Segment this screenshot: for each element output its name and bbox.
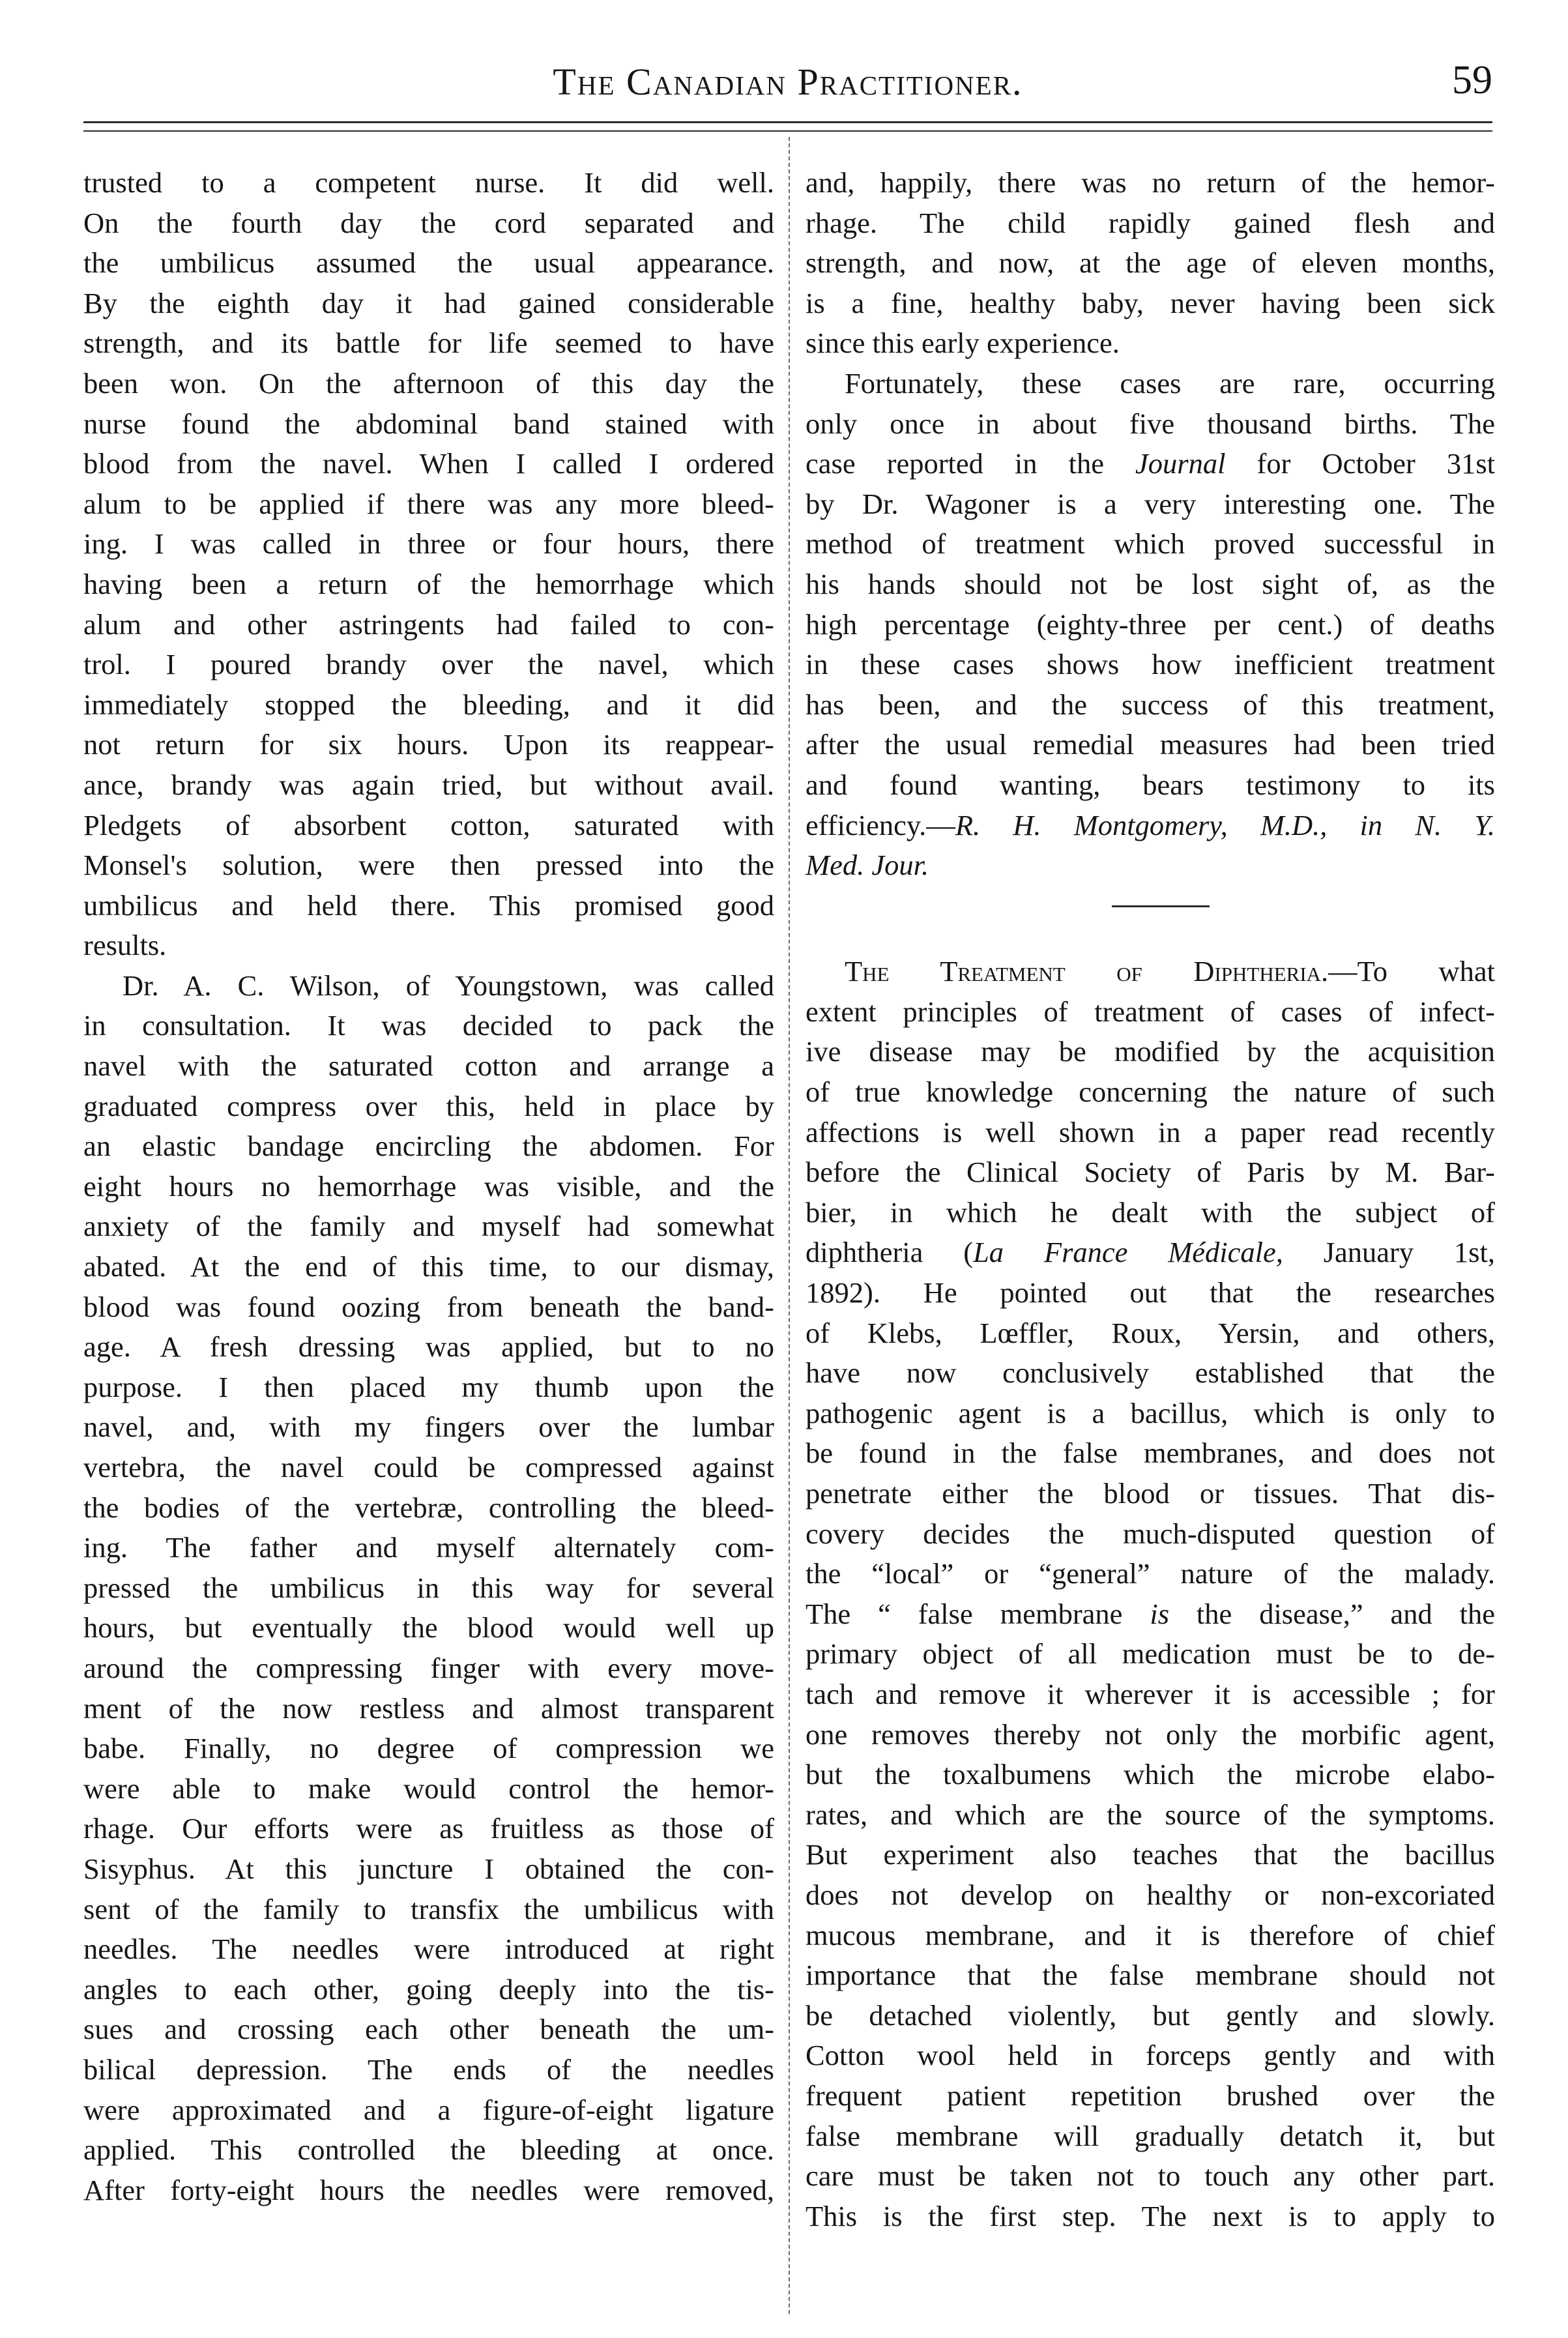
body-text-line: around the compressing finger with every move- (83, 1651, 774, 1684)
text-run: efficiency.— (806, 808, 955, 841)
body-text-line: does not develop on healthy or non-excoriated (806, 1878, 1495, 1911)
body-text-line: bier, in which he dealt with the subject of (806, 1195, 1495, 1229)
body-text-line: pathogenic agent is a bacillus, which is only to (806, 1396, 1495, 1429)
body-text-line: age. A fresh dressing was applied, but to no (83, 1330, 774, 1364)
body-text-line: purpose. I then placed my thumb upon the (83, 1370, 774, 1403)
body-text-line: in these cases shows how inefficient treatment (806, 648, 1495, 681)
text-line (806, 444, 1495, 484)
body-text-line: By the eighth day it had gained considerable (83, 286, 774, 319)
body-text-line: and found wanting, bears testimony to its (806, 768, 1495, 801)
body-text-line: were approximated and a figure-of-eight ligature (83, 2093, 774, 2126)
page-number: 59 (1452, 58, 1492, 102)
body-text-line: On the fourth day the cord separated and (83, 206, 774, 239)
header-rule-top (83, 121, 1492, 123)
text-run: The “ false membrane (806, 1597, 1150, 1630)
text-run: January 1st, (1283, 1236, 1495, 1269)
body-text-line: graduated compress over this, held in place by (83, 1089, 774, 1122)
body-text-line: since this early experience. (806, 327, 1120, 360)
emphasis: is (1150, 1597, 1170, 1630)
body-text-line: not return for six hours. Upon its reappear- (83, 728, 774, 761)
body-text-line: were able to make would control the hemor- (83, 1772, 774, 1805)
body-text-line: vertebra, the navel could be compressed against (83, 1451, 774, 1483)
body-text-line: 1892). He pointed out that the researches (806, 1276, 1495, 1309)
body-text-line: rates, and which are the source of the symptoms. (806, 1798, 1495, 1831)
body-text-line: babe. Finally, no degree of compression we (83, 1732, 774, 1765)
body-text-line: bilical depression. The ends of the needles (83, 2053, 774, 2086)
author-citation: R. H. Montgomery, M.D., in N. Y. (955, 808, 1495, 841)
body-text-line: the bodies of the vertebræ, controlling the bleed- (83, 1491, 774, 1524)
body-text-line: trusted to a competent nurse. It did well. (83, 166, 774, 199)
body-text-line: has been, and the success of this treatment, (806, 688, 1495, 721)
body-text-line: applied. This controlled the bleeding at once. (83, 2133, 774, 2167)
body-text-line: strength, and its battle for life seemed to have (83, 327, 774, 360)
body-text-line: care must be taken not to touch any other part. (806, 2159, 1495, 2193)
text-run: —To what (1328, 955, 1495, 988)
body-text-line: Monsel's solution, were then pressed into the (83, 849, 774, 882)
body-text-line: This is the first step. The next is to apply to (806, 2199, 1495, 2232)
body-text-line: navel, and, with my fingers over the lumbar (83, 1410, 774, 1444)
body-text-line: an elastic bandage encircling the abdomen. For (83, 1130, 774, 1163)
body-text-line: Cotton wool held in forceps gently and with (806, 2039, 1495, 2072)
body-text-line: be found in the false membranes, and does not (806, 1437, 1495, 1470)
body-text-line: importance that the false membrane should not (806, 1959, 1495, 1992)
body-text-line: ment of the now restless and almost transparent (83, 1691, 774, 1725)
body-text-line: nurse found the abdominal band stained with (83, 407, 774, 440)
body-text-line: the umbilicus assumed the usual appearance. (83, 246, 774, 280)
running-title: The Canadian Practitioner. (553, 61, 1023, 103)
body-text-line: trol. I poured brandy over the navel, which (83, 648, 774, 681)
body-text-line: covery decides the much-disputed question of (806, 1517, 1495, 1550)
body-text-line: sent of the family to transfix the umbilicus with (83, 1892, 774, 1925)
body-text-line: Dr. A. C. Wilson, of Youngstown, was called (123, 969, 774, 1002)
body-text-line: of true knowledge concerning the nature of such (806, 1075, 1495, 1109)
body-text-line: needles. The needles were introduced at right (83, 1933, 774, 1966)
body-text-line: in consultation. It was decided to pack the (83, 1009, 774, 1042)
body-text-line: Fortunately, these cases are rare, occurring (845, 366, 1495, 400)
body-text-line: is a fine, healthy baby, never having been sick (806, 286, 1495, 319)
body-text-line: having been a return of the hemorrhage which (83, 567, 774, 600)
body-text-line: of Klebs, Lœffler, Roux, Yersin, and others, (806, 1316, 1495, 1349)
body-text-line: mucous membrane, and it is therefore of chief (806, 1918, 1495, 1951)
body-text-line: ing. I was called in three or four hours, there (83, 527, 774, 561)
right-column (806, 163, 1495, 2236)
text-line (806, 845, 1495, 886)
body-text-line: After forty-eight hours the needles were removed, (83, 2173, 774, 2206)
body-text-line: eight hours no hemorrhage was visible, and the (83, 1169, 774, 1203)
journal-title: La France Médicale, (973, 1236, 1283, 1269)
body-text-line: tach and remove it wherever it is accessible ; for (806, 1677, 1495, 1710)
body-text-line: alum to be applied if there was any more bleed- (83, 487, 774, 520)
text-run: diphtheria ( (806, 1236, 974, 1269)
body-text-line: before the Clinical Society of Paris by M. Bar- (806, 1156, 1495, 1189)
page-header (83, 57, 1492, 116)
body-text-line: Sisyphus. At this juncture I obtained the con- (83, 1852, 774, 1885)
journal-title: Journal (1135, 447, 1226, 480)
body-text-line: abated. At the end of this time, to our dismay, (83, 1250, 774, 1283)
body-text-line: rhage. The child rapidly gained flesh and (806, 206, 1495, 239)
header-rule-bottom (83, 130, 1492, 132)
body-text-line: the “local” or “general” nature of the malady. (806, 1557, 1495, 1590)
body-text-line: extent principles of treatment of cases of infect- (806, 995, 1495, 1028)
body-text-line: Pledgets of absorbent cotton, saturated with (83, 808, 774, 841)
body-text-line: ance, brandy was again tried, but without avail. (83, 768, 774, 801)
text-line (806, 806, 1495, 846)
body-text-line: navel with the saturated cotton and arrange a (83, 1049, 774, 1083)
body-text-line: false membrane will gradually detatch it, but (806, 2119, 1495, 2152)
body-text-line: have now conclusively established that the (806, 1356, 1495, 1390)
body-text-line: one removes thereby not only the morbific agent, (806, 1717, 1495, 1751)
column-divider (789, 137, 790, 2314)
text-line (806, 1594, 1495, 1635)
body-text-line: pressed the umbilicus in this way for several (83, 1571, 774, 1604)
body-text-line: by Dr. Wagoner is a very interesting one. The (806, 487, 1495, 520)
body-text-line: after the usual remedial measures had been tried (806, 728, 1495, 761)
body-text-line: But experiment also teaches that the bacillus (806, 1838, 1495, 1871)
body-text-line: strength, and now, at the age of eleven months, (806, 246, 1495, 280)
spacer (806, 926, 1495, 952)
body-text-line: angles to each other, going deeply into the tis- (83, 1972, 774, 2006)
body-text-line: primary object of all medication must be to de- (806, 1637, 1495, 1671)
body-text-line: blood from the navel. When I called I ordered (83, 447, 774, 480)
body-text-line: rhage. Our efforts were as fruitless as those of (83, 1812, 774, 1845)
body-text-line: blood was found oozing from beneath the band- (83, 1290, 774, 1323)
body-text-line: affections is well shown in a paper read recently (806, 1115, 1495, 1148)
text-line (806, 952, 1495, 992)
body-text-line: been won. On the afternoon of this day the (83, 366, 774, 400)
text-line (806, 1233, 1495, 1273)
body-text-line: but the toxalbumens which the microbe elabo- (806, 1758, 1495, 1791)
body-text-line: his hands should not be lost sight of, as the (806, 567, 1495, 600)
source-citation: Med. Jour. (806, 849, 929, 882)
body-text-line: immediately stopped the bleeding, and it did (83, 688, 774, 721)
section-heading: The Treatment of Diphtheria. (845, 955, 1329, 988)
body-text-line: and, happily, there was no return of the hemor- (806, 166, 1495, 199)
body-text-line: sues and crossing each other beneath the um- (83, 2013, 774, 2046)
text-run: case reported in the (806, 447, 1136, 480)
body-text-line: ing. The father and myself alternately com- (83, 1531, 774, 1564)
body-text-line: penetrate either the blood or tissues. That dis- (806, 1477, 1495, 1510)
body-text-line: umbilicus and held there. This promised good (83, 888, 774, 922)
section-separator (806, 886, 1495, 926)
body-text-line: results. (83, 929, 167, 962)
body-text-line: alum and other astringents had failed to con- (83, 607, 774, 641)
body-text-line: anxiety of the family and myself had somewhat (83, 1210, 774, 1243)
body-text-line: be detached violently, but gently and slowly. (806, 1998, 1495, 2032)
text-run: the disease,” and the (1169, 1597, 1495, 1630)
left-column (83, 163, 774, 2210)
body-text-line: only once in about five thousand births. The (806, 407, 1495, 440)
body-text-line: hours, but eventually the blood would well up (83, 1611, 774, 1644)
body-text-line: high percentage (eighty-three per cent.) of deaths (806, 607, 1495, 641)
body-text-line: ive disease may be modified by the acquisition (806, 1035, 1495, 1068)
text-run: for October 31st (1225, 447, 1495, 480)
body-text-line: method of treatment which proved successful in (806, 527, 1495, 561)
body-text-line: frequent patient repetition brushed over the (806, 2079, 1495, 2112)
